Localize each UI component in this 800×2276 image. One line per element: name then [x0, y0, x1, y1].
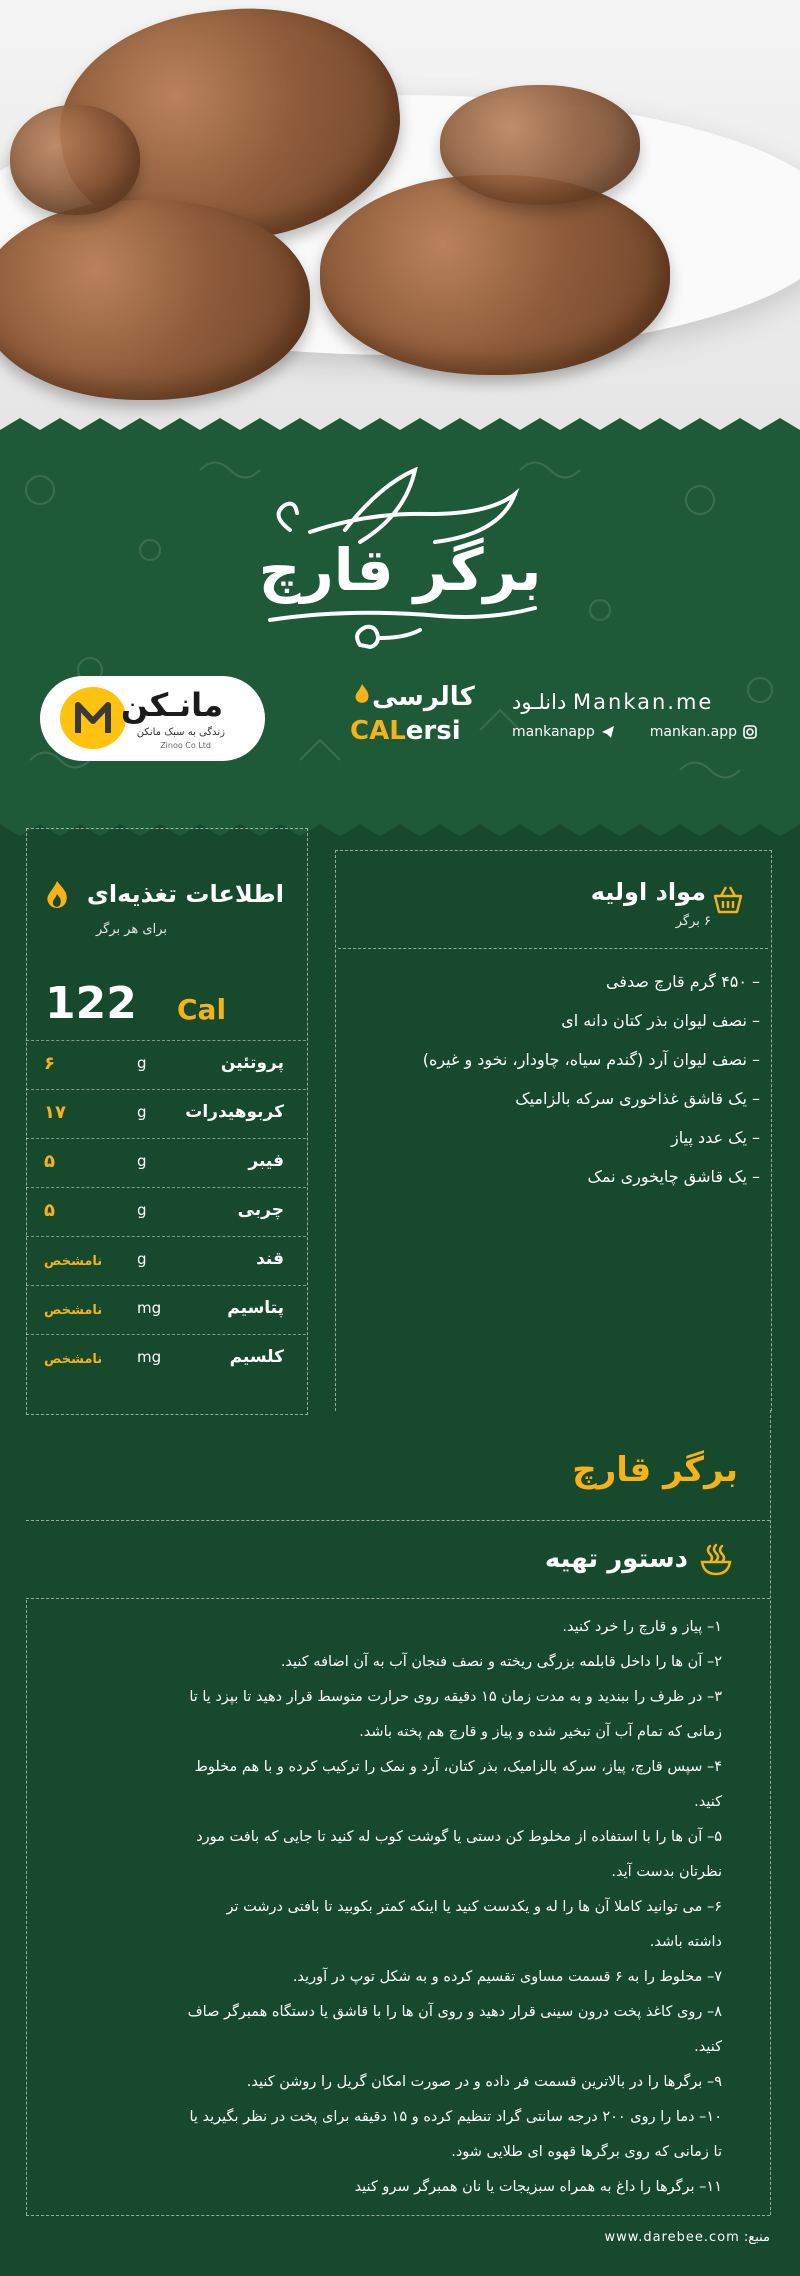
divider: [26, 1600, 27, 2215]
list-item: ۳– در ظرف را ببندید و به مدت زمان ۱۵ دقیقه روی حرارت متوسط قرار دهید تا بپزد یا تا: [189, 1689, 722, 1705]
table-row: [26, 1040, 306, 1089]
nutrient-value: نامشخص: [44, 1254, 103, 1269]
calories-value: 122: [45, 978, 137, 1029]
divider: [338, 948, 768, 949]
source-credit: [604, 2230, 770, 2245]
mankan-logo: [40, 676, 265, 761]
list-item: ۱– پیاز و قارچ را خرد کنید.: [562, 1619, 722, 1635]
source-label: منبع:: [743, 2230, 770, 2245]
basket-icon: [712, 884, 744, 914]
flame-icon: [44, 880, 70, 912]
list-item: ۸– روی کاغذ پخت درون سینی قرار دهید و روی آن ها را با قاشق یا دستگاه همبرگر صاف: [187, 2004, 722, 2020]
list-item: کنید.: [694, 1794, 722, 1810]
ingredients-heading: مواد اولیه: [590, 878, 706, 906]
hero-photo: [0, 0, 800, 430]
nutrition-heading: اطلاعات تغذیه‌ای: [86, 880, 284, 908]
list-item: ۱۰– دما را روی ۲۰۰ درجه سانتی گراد تنظیم کرده و ۱۵ دقیقه برای پخت در نظر بگیرید یا: [189, 2109, 722, 2125]
nutrient-label: پروتئین: [220, 1053, 284, 1073]
nutrient-value: ۵: [44, 1200, 55, 1221]
nutrient-unit: g: [137, 1103, 147, 1121]
list-item: کنید.: [694, 2039, 722, 2055]
flame-icon: [354, 684, 370, 706]
divider: [770, 1410, 771, 2215]
nutrient-unit: g: [137, 1201, 147, 1219]
mankan-tagline: زندگی به سبک مانکن: [136, 727, 225, 738]
download-link[interactable]: دانلـود Mankan.me: [512, 690, 714, 714]
table-row: [26, 1187, 306, 1236]
calories-unit: Cal: [177, 993, 227, 1026]
nutrient-unit: mg: [137, 1348, 162, 1366]
calersi-en-name: CALersi: [350, 716, 461, 746]
instagram-icon: [743, 725, 757, 739]
mankan-emblem-icon: [60, 687, 126, 749]
list-item: ۶– می توانید کاملا آن ها را له و یکدست کنید یا اینکه کمتر بکوبید تا بافتی درشت تر: [226, 1899, 722, 1915]
table-row: [26, 1089, 306, 1138]
nutrient-label: فیبر: [248, 1151, 284, 1171]
ingredients-list: [360, 962, 760, 1196]
burger-patty: [320, 175, 670, 375]
nutrient-value: نامشخص: [44, 1303, 103, 1318]
burger-patty: [0, 200, 310, 400]
mankan-company: Zinoo Co Ltd: [160, 741, 211, 750]
nutrient-label: کربوهیدرات: [185, 1102, 284, 1122]
nutrient-value: ۶: [44, 1053, 55, 1074]
list-item: ۱۱– برگرها را داغ به همراه سبزیجات یا نان همبرگر سرو کنید: [354, 2179, 722, 2195]
list-item: ۲– آن ها را داخل قابلمه بزرگی ریخته و نصف فنجان آب به آن اضافه کنید.: [280, 1654, 722, 1670]
table-row: [26, 1334, 306, 1383]
nutrient-value: نامشخص: [44, 1352, 103, 1367]
source-link[interactable]: www.darebee.com: [604, 2230, 740, 2245]
burger-patty: [10, 105, 140, 215]
title-emblem: [250, 460, 550, 670]
nutrition-table: [26, 1040, 306, 1383]
divider: [26, 2215, 770, 2216]
nutrient-unit: g: [137, 1054, 147, 1072]
list-item: ۷– مخلوط را به ۶ قسمت مساوی تقسیم کرده و به شکل توپ در آورید.: [292, 1969, 722, 1985]
ingredients-servings: ۶ برگر: [675, 914, 711, 929]
list-item: تا زمانی که روی برگرها قهوه ای طلایی شود.: [451, 2144, 722, 2160]
page-title: برگر قارچ: [258, 536, 542, 604]
bowl-steam-icon: [698, 1542, 734, 1578]
list-item: نظرتان بدست آید.: [611, 1864, 722, 1880]
steps-heading: دستور تهیه: [544, 1544, 688, 1574]
list-item: ۴– سپس قارچ، پیاز، سرکه بالزامیک، بذر کتان، آرد و نمک را ترکیب کرده و با هم مخلوط: [194, 1759, 722, 1775]
telegram-icon: [601, 725, 615, 739]
list-item: ۹– برگرها را در بالاترین قسمت فر داده و در صورت امکان گریل را روشن کنید.: [246, 2074, 722, 2090]
divider: [26, 1598, 770, 1599]
social-links: [512, 724, 757, 740]
list-item: – نصف لیوان آرد (گندم سیاه، چاودار، نخود و غیره): [422, 1050, 760, 1069]
list-item: داشته باشد.: [649, 1934, 722, 1950]
table-row: [26, 1138, 306, 1187]
list-item: – یک قاشق چایخوری نمک: [587, 1167, 760, 1186]
nutrient-value: ۱۷: [44, 1102, 66, 1123]
recipe-title: برگر قارچ: [572, 1450, 738, 1490]
list-item: – یک عدد پیاز: [671, 1128, 760, 1147]
nutrient-unit: g: [137, 1152, 147, 1170]
calersi-fa-name: کالرسی: [372, 682, 475, 712]
nutrient-label: پتاسیم: [227, 1298, 284, 1318]
nutrient-unit: g: [137, 1250, 147, 1268]
nutrient-unit: mg: [137, 1299, 162, 1317]
list-item: – یک قاشق غذاخوری سرکه بالزامیک: [515, 1089, 760, 1108]
nutrient-label: کلسیم: [229, 1347, 284, 1367]
list-item: زمانی که تمام آب آن تبخیر شده و پیاز و قارچ هم پخته باشد.: [359, 1724, 722, 1740]
mankan-brand-name: مانـکن: [120, 686, 223, 724]
instagram-link[interactable]: mankan.app: [650, 724, 757, 740]
list-item: ۵– آن ها را با استفاده از مخلوط کن دستی یا گوشت کوب له کنید تا جایی که بافت مورد: [196, 1829, 722, 1845]
table-row: [26, 1285, 306, 1334]
calersi-logo: [350, 680, 475, 750]
nutrient-value: ۵: [44, 1151, 55, 1172]
list-item: – ۴۵۰ گرم قارچ صدفی: [605, 972, 760, 991]
telegram-link[interactable]: mankanapp: [512, 724, 615, 740]
burger-patty: [440, 85, 640, 205]
nutrient-label: چربی: [237, 1200, 284, 1220]
divider: [26, 1520, 770, 1521]
nutrition-sub: برای هر برگر: [95, 922, 167, 937]
nutrient-label: قند: [256, 1249, 284, 1269]
list-item: – نصف لیوان بذر کتان دانه ای: [561, 1011, 760, 1030]
steps-list: [62, 1610, 722, 2205]
table-row: [26, 1236, 306, 1285]
